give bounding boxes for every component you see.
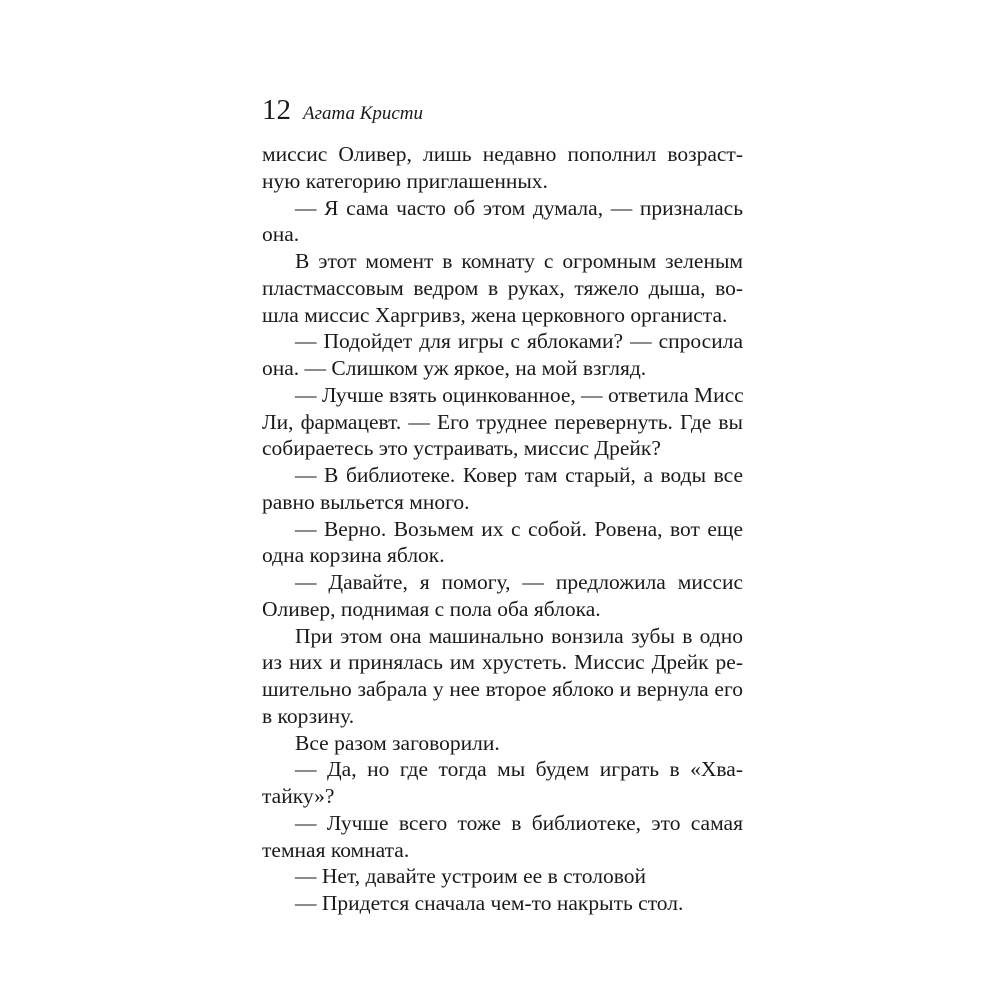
text-line: Все разом заговорили. bbox=[295, 730, 500, 755]
page-number: 12 bbox=[262, 94, 291, 126]
text-line: в корзину. bbox=[262, 703, 355, 728]
body-text bbox=[262, 141, 743, 917]
text-line: — Придется сначала чем-то накрыть стол. bbox=[295, 891, 684, 915]
text-line: миссис Оливер, лишь недавно пополнил возраст- bbox=[262, 142, 743, 166]
text-line: равно выльется много. bbox=[262, 489, 470, 514]
text-line: Ли, фармацевт. — Его труднее перевернуть. Где вы bbox=[262, 409, 743, 434]
text-line: — Лучше всего тоже в библиотеке, это самая bbox=[295, 810, 743, 835]
text-line: она. bbox=[262, 222, 300, 247]
text-line: — Нет, давайте устроим ее в столовой bbox=[295, 864, 646, 889]
text-line: пластмассовым ведром в руках, тяжело дыша, во- bbox=[262, 275, 743, 300]
text-line: — Давайте, я помогу, — предложила миссис bbox=[295, 570, 743, 594]
text-line: тайку»? bbox=[262, 784, 335, 808]
running-head bbox=[262, 92, 743, 128]
text-line: ную категорию приглашенных. bbox=[262, 168, 548, 193]
text-line: — Я сама часто об этом думала, — призналась bbox=[295, 195, 743, 220]
text-line: из них и принялась им хрустеть. Миссис Дрейк ре- bbox=[262, 650, 743, 675]
text-line: Оливер, поднимая с пола оба яблока. bbox=[262, 596, 601, 621]
text-line: В этот момент в комнату с огромным зеленым bbox=[295, 249, 743, 273]
text-line: — Верно. Возьмем их с собой. Ровена, вот еще bbox=[295, 516, 743, 541]
text-line: шла миссис Харгривз, жена церковного органиста. bbox=[262, 302, 728, 327]
book-page bbox=[262, 92, 743, 917]
text-line: собираетесь это устраивать, миссис Дрейк? bbox=[262, 436, 661, 461]
running-head-author: Агата Кристи bbox=[303, 103, 423, 124]
text-line: шительно забрала у нее второе яблоко и вернула его bbox=[262, 677, 743, 701]
text-line: она. — Слишком уж яркое, на мой взгляд. bbox=[262, 356, 647, 380]
text-line: — Да, но где тогда мы будем играть в «Хва- bbox=[295, 757, 743, 782]
text-line: темная комната. bbox=[262, 837, 410, 862]
text-line: — Лучше взять оцинкованное, — ответила Мисс bbox=[295, 382, 744, 407]
text-line: — В библиотеке. Ковер там старый, а воды все bbox=[295, 463, 743, 487]
text-line: При этом она машинально вонзила зубы в одно bbox=[295, 623, 743, 648]
text-line: одна корзина яблок. bbox=[262, 543, 445, 568]
text-line: — Подойдет для игры с яблоками? — спросила bbox=[295, 329, 743, 354]
